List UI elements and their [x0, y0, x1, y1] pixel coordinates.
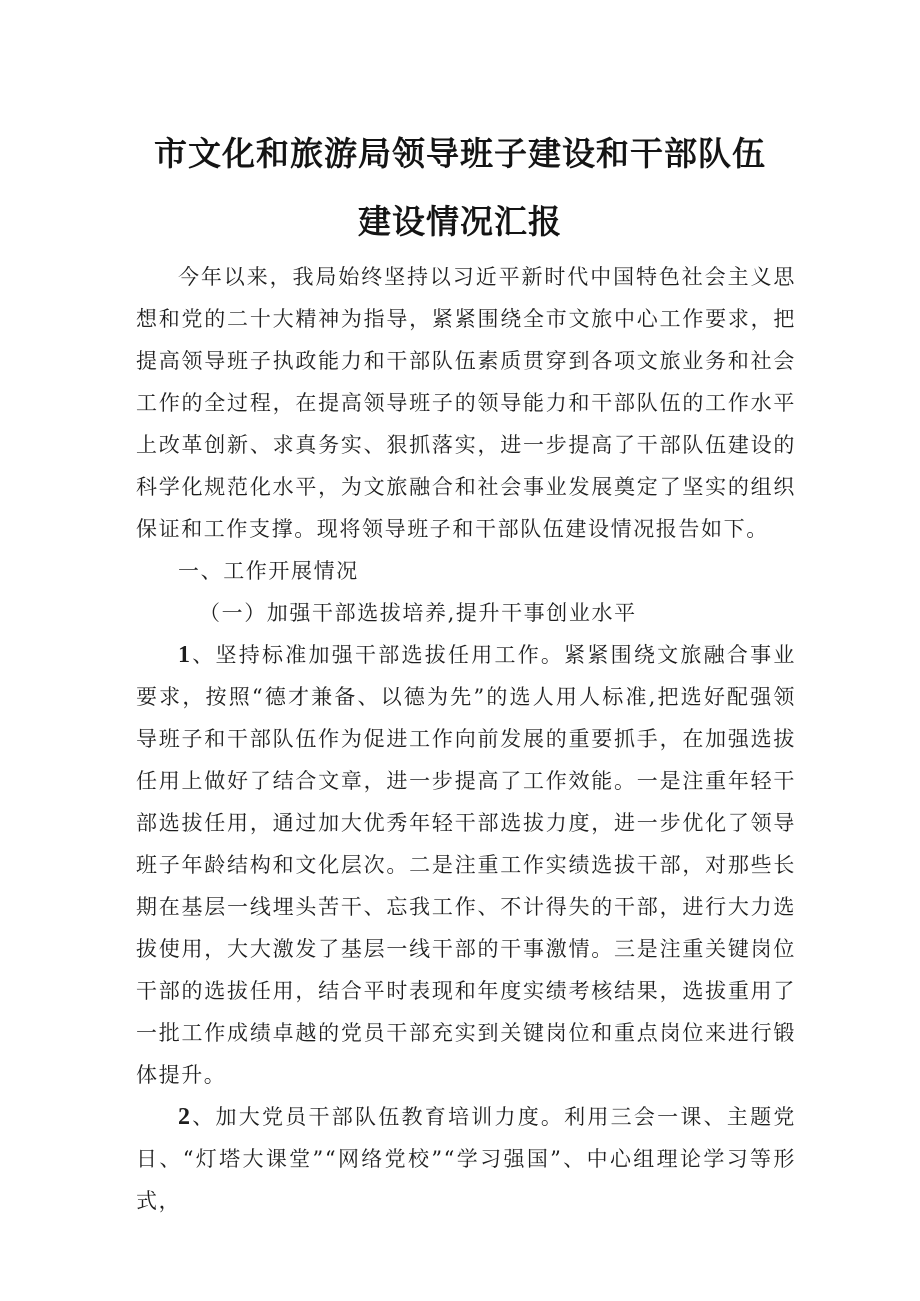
item-1-text: 、坚持标准加强干部选拔任用工作。紧紧围绕文旅融合事业要求，按照“德才兼备、以德为先”的选人用人标准,把选好配强领导班子和干部队伍作为促进工作向前发展的重要抓手，在加强选拔任用上做好了结合文章，进一步提高了工作效能。一是注重年轻干部选拔任用，通过加大优秀年轻干部选拔力度，进一步优化了领导班子年龄结构和文化层次。二是注重工作实绩选拔干部，对那些长期在基层一线埋头苦干、忘我工作、不计得失的干部，进行大力选拔使用，大大激发了基层一线干部的干事激情。三是注重关键岗位干部的选拔任用，结合平时表现和年度实绩考核结果，选拔重用了一批工作成绩卓越的党员干部充实到关键岗位和重点岗位来进行锻体提升。: [136, 643, 796, 1087]
document-body: [136, 256, 796, 1222]
document-title-line-2: 建设情况汇报: [358, 202, 562, 241]
item-2-paragraph: [136, 1096, 796, 1222]
item-2-number: 2: [178, 1104, 192, 1130]
intro-paragraph: 今年以来，我局始终坚持以习近平新时代中国特色社会主义思想和党的二十大精神为指导，紧紧围绕全市文旅中心工作要求，把提高领导班子执政能力和干部队伍素质贯穿到各项文旅业务和社会工作的全过程，在提高领导班子的领导能力和干部队伍的工作水平上改革创新、求真务实、狠抓落实，进一步提高了干部队伍建设的科学化规范化水平，为文旅融合和社会事业发展奠定了坚实的组织保证和工作支撑。现将领导班子和干部队伍建设情况报告如下。: [136, 265, 796, 541]
section-heading-1: 一、工作开展情况: [178, 559, 359, 583]
item-1-paragraph: [136, 634, 796, 1096]
subsection-heading-1: （一）加强干部选拔培养,提升干事创业水平: [199, 601, 637, 625]
item-1-number: 1: [178, 642, 192, 668]
document-title-line-1: 市文化和旅游局领导班子建设和干部队伍: [154, 134, 766, 173]
item-2-text: 、加大党员干部队伍教育培训力度。利用三会一课、主题党日、“灯塔大课堂”“网络党校”“学习强国”、中心组理论学习等形式，: [136, 1105, 796, 1213]
